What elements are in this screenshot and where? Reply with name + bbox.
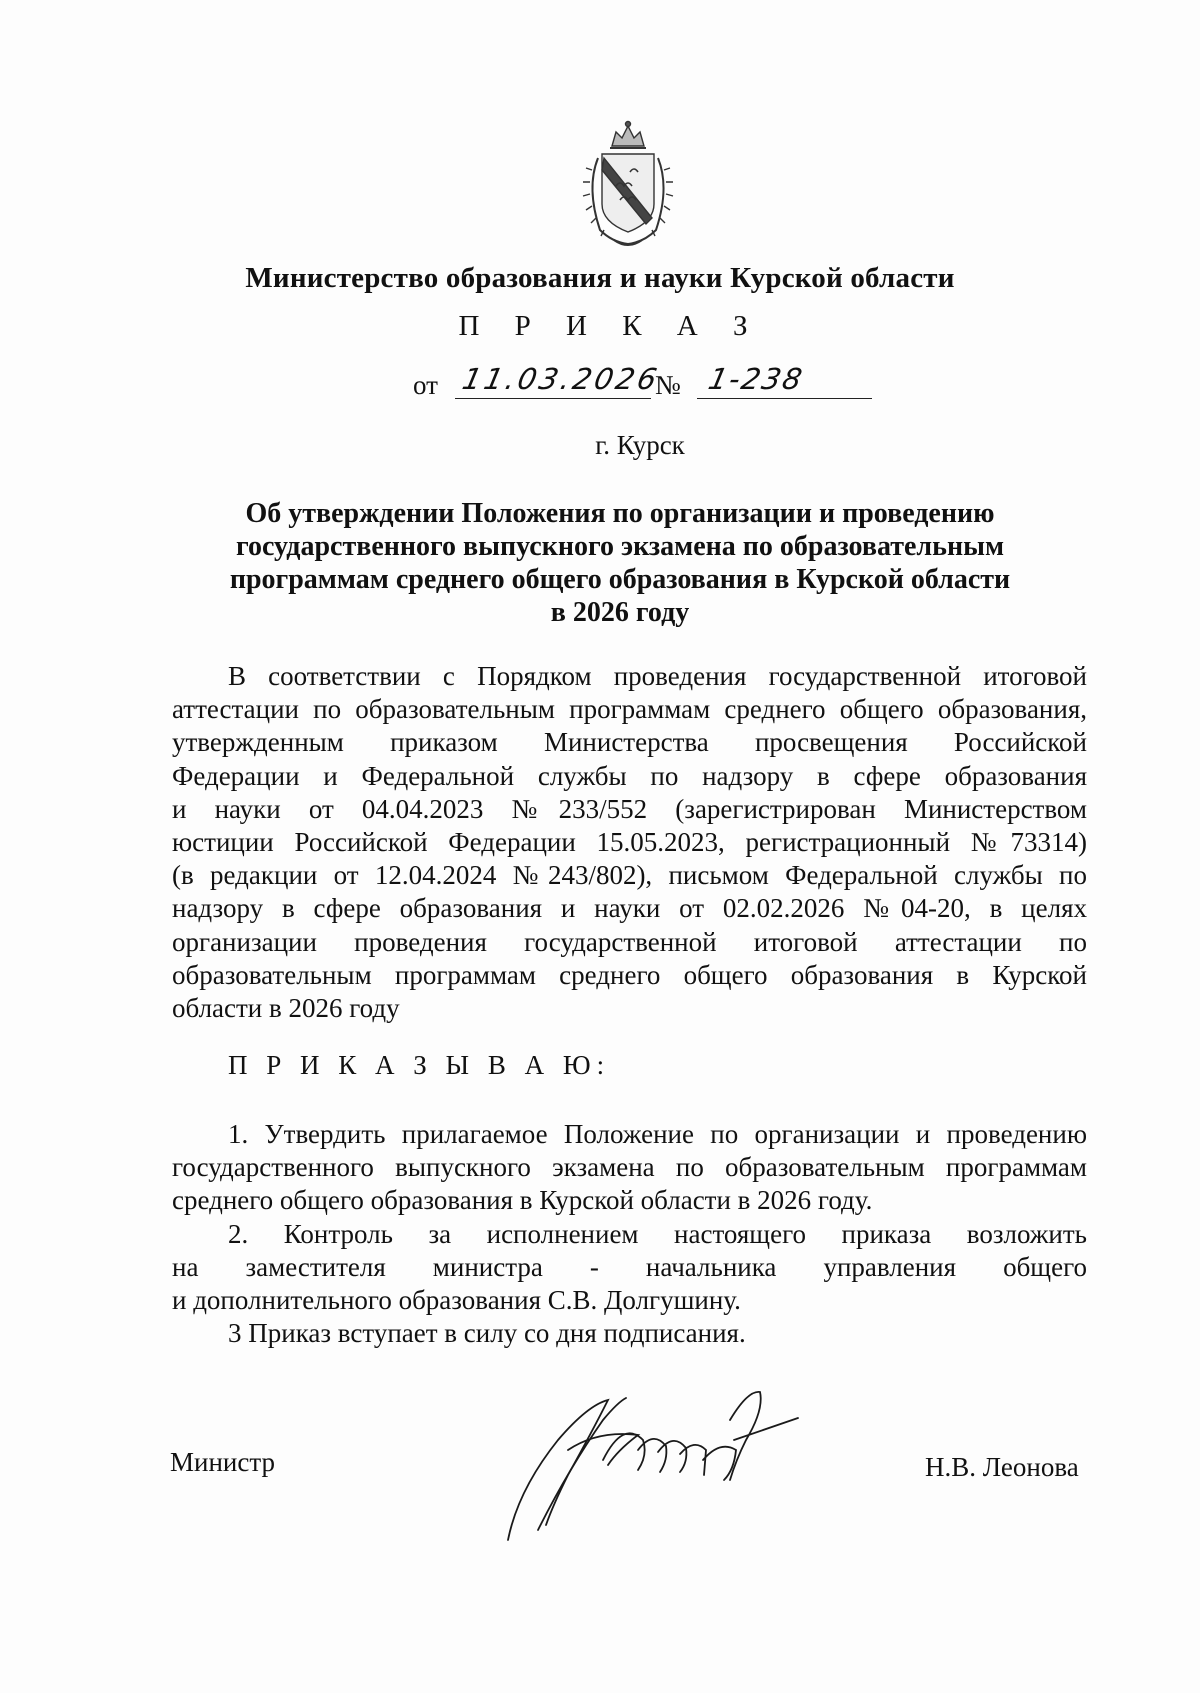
preamble-line: утвержденным приказом Министерства просвещения Российской bbox=[172, 727, 1087, 758]
order-word: П Р И К А З Ы В А Ю: bbox=[228, 1050, 611, 1080]
city: г. Курск bbox=[595, 430, 685, 460]
order-items bbox=[172, 1118, 1087, 1350]
item-line: государственного выпускного экзамена по образовательным программам bbox=[172, 1152, 1087, 1183]
preamble-paragraph bbox=[172, 660, 1087, 1025]
preamble-line: и науки от 04.04.2023 №233/552 (зарегистрирован Министерством bbox=[172, 793, 1087, 824]
number-underline bbox=[697, 398, 872, 399]
title-line: в 2026 году bbox=[550, 597, 690, 628]
kursk-coat-of-arms-icon bbox=[578, 118, 678, 250]
item-line: 1. Утвердить прилагаемое Положение по организации и проведению bbox=[228, 1119, 1087, 1149]
number-prefix: № bbox=[655, 370, 681, 400]
preamble-line: (в редакции от 12.04.2024 №243/802), письмом Федеральной службы по bbox=[172, 860, 1087, 891]
preamble-line: области в 2026 году bbox=[172, 992, 400, 1023]
number-value: 1-238 bbox=[705, 362, 807, 396]
preamble-line: надзору в сфере образования и науки от 02.02.2026 №04-20, в целях bbox=[172, 893, 1087, 924]
date-prefix: от bbox=[413, 370, 438, 400]
document-type: П Р И К А З bbox=[458, 310, 762, 342]
handwritten-signature-icon bbox=[498, 1380, 818, 1550]
item-line: и дополнительного образования С.В. Долгушину. bbox=[172, 1284, 741, 1315]
date-value: 11.03.2026 bbox=[459, 362, 663, 396]
item-line: 3 Приказ вступает в силу со дня подписания. bbox=[228, 1318, 746, 1349]
date-number-line bbox=[413, 362, 873, 402]
item-line: на заместителя министра - начальника управления общего bbox=[172, 1251, 1087, 1282]
preamble-line: образовательным программам среднего общего образования в Курской bbox=[172, 959, 1087, 990]
title-line: государственного выпускного экзамена по образовательным bbox=[235, 531, 1005, 562]
preamble-line: В соответствии с Порядком проведения государственной итоговой bbox=[228, 661, 1087, 691]
ministry-name: Министерство образования и науки Курской области bbox=[245, 262, 955, 294]
item-line: среднего общего образования в Курской области в 2026 году. bbox=[172, 1185, 873, 1216]
date-underline bbox=[455, 398, 651, 399]
preamble-line: юстиции Российской Федерации 15.05.2023, регистрационный №73314) bbox=[172, 826, 1087, 857]
preamble-line: Федерации и Федеральной службы по надзору в сфере образования bbox=[172, 760, 1087, 791]
document-title bbox=[180, 497, 1060, 629]
signatory-name: Н.В. Леонова bbox=[925, 1452, 1079, 1482]
preamble-line: аттестации по образовательным программам среднего общего образования, bbox=[172, 694, 1087, 725]
signatory-position: Министр bbox=[170, 1447, 275, 1477]
title-line: Об утверждении Положения по организации и проведению bbox=[245, 498, 995, 529]
preamble-line: организации проведения государственной итоговой аттестации по bbox=[172, 926, 1087, 957]
item-line: 2. Контроль за исполнением настоящего приказа возложить bbox=[228, 1218, 1087, 1249]
title-line: программам среднего общего образования в Курской области bbox=[229, 564, 1011, 595]
